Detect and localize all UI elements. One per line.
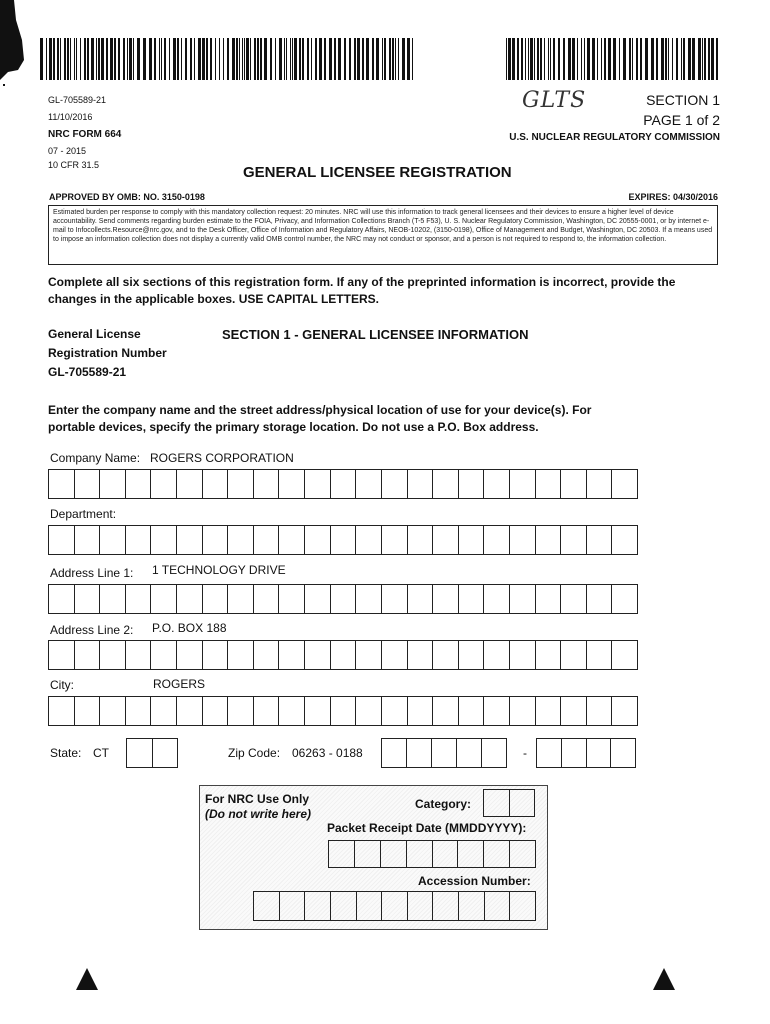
character-box[interactable] xyxy=(126,470,152,498)
character-box[interactable] xyxy=(587,641,613,669)
address-line-2-label: Address Line 2: xyxy=(50,623,134,637)
form-name: NRC FORM 664 xyxy=(48,129,122,140)
character-box[interactable] xyxy=(382,470,408,498)
character-box[interactable] xyxy=(407,739,432,767)
address-instructions-line-2: portable devices, specify the primary storage location. Do not use a P.O. Box address. xyxy=(48,420,539,434)
character-box[interactable] xyxy=(228,470,254,498)
character-box[interactable] xyxy=(407,841,433,867)
character-box[interactable] xyxy=(356,697,382,725)
zip-code-input[interactable] xyxy=(381,738,507,768)
character-box[interactable] xyxy=(561,585,587,613)
character-box[interactable] xyxy=(382,697,408,725)
character-box[interactable] xyxy=(151,470,177,498)
character-box[interactable] xyxy=(356,526,382,554)
character-box[interactable] xyxy=(382,739,407,767)
packet-receipt-date-input[interactable] xyxy=(328,840,536,868)
character-box[interactable] xyxy=(228,526,254,554)
city-label: City: xyxy=(50,678,74,692)
character-box[interactable] xyxy=(254,697,280,725)
company-name-value: ROGERS CORPORATION xyxy=(150,451,294,465)
burden-disclaimer: Estimated burden per response to comply with this mandatory collection request: 20 minutes. NRC will use this information to track general licensees and their devices to ensure a higher level of device accountability. Send comments regarding burden estimate to the FOIA, Privacy, and Information Collections Branch (T-5 F53), U. S. Nuclear Regulatory Commission, Washington, DC 20555-0001, or by internet e-mail to Infocollects.Resource@nrc.gov, and to the Desk Officer, Office of Information and Regulatory Affairs, NEOB-10202, (3150-0198), Office of Management and Budget, Washington, DC 20503. If a means used to impose an information collection does not display a currently valid OMB control number, the NRC may not conduct or sponsor, and a person is not required to respond to, the information collection. xyxy=(48,205,718,265)
character-box[interactable] xyxy=(457,739,482,767)
character-box[interactable] xyxy=(203,697,229,725)
barcode-right xyxy=(506,38,718,80)
character-box[interactable] xyxy=(536,470,562,498)
omb-approval: APPROVED BY OMB: NO. 3150-0198 xyxy=(49,192,205,202)
character-box[interactable] xyxy=(75,526,101,554)
character-box[interactable] xyxy=(433,697,459,725)
character-box[interactable] xyxy=(510,892,535,920)
character-box[interactable] xyxy=(408,892,434,920)
character-box[interactable] xyxy=(510,697,536,725)
section-indicator: SECTION 1 xyxy=(646,92,720,108)
character-box[interactable] xyxy=(151,585,177,613)
city-value: ROGERS xyxy=(153,677,206,691)
state-input[interactable] xyxy=(126,738,178,768)
character-box[interactable] xyxy=(305,470,331,498)
category-label: Category: xyxy=(415,797,472,811)
character-box[interactable] xyxy=(151,697,177,725)
character-box[interactable] xyxy=(433,526,459,554)
character-box[interactable] xyxy=(433,470,459,498)
character-box[interactable] xyxy=(49,526,75,554)
character-box[interactable] xyxy=(536,641,562,669)
character-box[interactable] xyxy=(482,739,506,767)
character-box[interactable] xyxy=(612,641,637,669)
character-box[interactable] xyxy=(408,641,434,669)
character-box[interactable] xyxy=(49,697,75,725)
character-box[interactable] xyxy=(484,526,510,554)
character-box[interactable] xyxy=(587,585,613,613)
accession-number-label: Accession Number: xyxy=(418,874,531,888)
character-box[interactable] xyxy=(484,697,510,725)
character-box[interactable] xyxy=(484,641,510,669)
page-indicator: PAGE 1 of 2 xyxy=(643,112,720,128)
character-box[interactable] xyxy=(510,641,536,669)
character-box[interactable] xyxy=(100,585,126,613)
character-box[interactable] xyxy=(485,892,511,920)
character-box[interactable] xyxy=(49,585,75,613)
character-box[interactable] xyxy=(536,697,562,725)
cfr-reference: 10 CFR 31.5 xyxy=(48,160,100,170)
handwritten-note: GLTS xyxy=(522,88,587,113)
character-box[interactable] xyxy=(228,641,254,669)
character-box[interactable] xyxy=(459,641,485,669)
character-box[interactable] xyxy=(279,697,305,725)
character-box[interactable] xyxy=(203,641,229,669)
character-box[interactable] xyxy=(382,585,408,613)
character-box[interactable] xyxy=(537,739,562,767)
character-box[interactable] xyxy=(75,585,101,613)
character-box[interactable] xyxy=(100,697,126,725)
character-box[interactable] xyxy=(100,641,126,669)
zip-separator: - xyxy=(523,746,527,760)
character-box[interactable] xyxy=(612,697,637,725)
character-box[interactable] xyxy=(75,470,101,498)
character-box[interactable] xyxy=(561,470,587,498)
character-box[interactable] xyxy=(305,526,331,554)
character-box[interactable] xyxy=(126,585,152,613)
department-input[interactable] xyxy=(48,525,638,555)
character-box[interactable] xyxy=(356,470,382,498)
company-name-input[interactable] xyxy=(48,469,638,499)
state-label: State: xyxy=(50,746,82,760)
character-box[interactable] xyxy=(433,892,459,920)
character-box[interactable] xyxy=(432,739,457,767)
character-box[interactable] xyxy=(203,470,229,498)
character-box[interactable] xyxy=(280,892,306,920)
character-box[interactable] xyxy=(612,470,637,498)
character-box[interactable] xyxy=(279,470,305,498)
address-line-1-input[interactable] xyxy=(48,584,638,614)
character-box[interactable] xyxy=(484,790,510,816)
city-input[interactable] xyxy=(48,696,638,726)
character-box[interactable] xyxy=(305,585,331,613)
character-box[interactable] xyxy=(382,641,408,669)
character-box[interactable] xyxy=(177,585,203,613)
character-box[interactable] xyxy=(510,841,535,867)
character-box[interactable] xyxy=(126,697,152,725)
character-box[interactable] xyxy=(279,585,305,613)
character-box[interactable] xyxy=(151,641,177,669)
character-box[interactable] xyxy=(382,892,408,920)
character-box[interactable] xyxy=(228,697,254,725)
character-box[interactable] xyxy=(408,585,434,613)
character-box[interactable] xyxy=(484,585,510,613)
character-box[interactable] xyxy=(126,526,152,554)
character-box[interactable] xyxy=(331,697,357,725)
character-box[interactable] xyxy=(357,892,383,920)
character-box[interactable] xyxy=(561,697,587,725)
character-box[interactable] xyxy=(408,526,434,554)
character-box[interactable] xyxy=(254,526,280,554)
character-box[interactable] xyxy=(75,641,101,669)
character-box[interactable] xyxy=(331,892,357,920)
character-box[interactable] xyxy=(356,585,382,613)
character-box[interactable] xyxy=(459,470,485,498)
character-box[interactable] xyxy=(458,841,484,867)
character-box[interactable] xyxy=(459,892,485,920)
character-box[interactable] xyxy=(433,641,459,669)
character-box[interactable] xyxy=(459,526,485,554)
scan-artifact xyxy=(0,0,40,90)
character-box[interactable] xyxy=(151,526,177,554)
character-box[interactable] xyxy=(49,641,75,669)
character-box[interactable] xyxy=(305,641,331,669)
character-box[interactable] xyxy=(203,526,229,554)
character-box[interactable] xyxy=(612,585,637,613)
character-box[interactable] xyxy=(279,526,305,554)
character-box[interactable] xyxy=(536,526,562,554)
character-box[interactable] xyxy=(408,470,434,498)
character-box[interactable] xyxy=(177,641,203,669)
character-box[interactable] xyxy=(203,585,229,613)
character-box[interactable] xyxy=(484,470,510,498)
company-name-label: Company Name: xyxy=(50,451,141,465)
address-line-2-value: P.O. BOX 188 xyxy=(152,621,227,635)
zip-code-label: Zip Code: xyxy=(228,746,281,760)
character-box[interactable] xyxy=(75,697,101,725)
registration-number-value: GL-705589-21 xyxy=(48,365,127,379)
expiration-date: EXPIRES: 04/30/2016 xyxy=(628,192,718,202)
character-box[interactable] xyxy=(611,739,635,767)
character-box[interactable] xyxy=(561,526,587,554)
nrc-use-only-subtitle: (Do not write here) xyxy=(205,807,312,821)
character-box[interactable] xyxy=(433,585,459,613)
category-input[interactable] xyxy=(483,789,535,817)
character-box[interactable] xyxy=(510,526,536,554)
character-box[interactable] xyxy=(177,526,203,554)
character-box[interactable] xyxy=(305,697,331,725)
character-box[interactable] xyxy=(510,585,536,613)
address-line-2-input[interactable] xyxy=(48,640,638,670)
character-box[interactable] xyxy=(562,739,587,767)
character-box[interactable] xyxy=(510,470,536,498)
character-box[interactable] xyxy=(331,470,357,498)
character-box[interactable] xyxy=(612,526,637,554)
address-line-1-value: 1 TECHNOLOGY DRIVE xyxy=(152,563,286,577)
character-box[interactable] xyxy=(153,739,178,767)
character-box[interactable] xyxy=(127,739,153,767)
zip-code-value: 06263 - 0188 xyxy=(292,746,363,760)
page-title: GENERAL LICENSEE REGISTRATION xyxy=(243,164,512,181)
address-line-1-label: Address Line 1: xyxy=(50,566,134,580)
character-box[interactable] xyxy=(355,841,381,867)
character-box[interactable] xyxy=(459,697,485,725)
character-box[interactable] xyxy=(228,585,254,613)
character-box[interactable] xyxy=(587,697,613,725)
barcode-left xyxy=(40,38,415,80)
character-box[interactable] xyxy=(356,641,382,669)
instructions-line-2: changes in the applicable boxes. USE CAPITAL LETTERS. xyxy=(48,292,379,306)
character-box[interactable] xyxy=(126,641,152,669)
character-box[interactable] xyxy=(254,641,280,669)
character-box[interactable] xyxy=(587,526,613,554)
character-box[interactable] xyxy=(331,585,357,613)
section-title: SECTION 1 - GENERAL LICENSEE INFORMATION xyxy=(222,327,529,342)
character-box[interactable] xyxy=(177,470,203,498)
character-box[interactable] xyxy=(305,892,331,920)
character-box[interactable] xyxy=(459,585,485,613)
character-box[interactable] xyxy=(536,585,562,613)
character-box[interactable] xyxy=(408,697,434,725)
character-box[interactable] xyxy=(484,841,510,867)
general-license-label: General License xyxy=(48,327,141,341)
character-box[interactable] xyxy=(100,526,126,554)
accession-number-input[interactable] xyxy=(253,891,536,921)
character-box[interactable] xyxy=(49,470,75,498)
character-box[interactable] xyxy=(279,641,305,669)
state-value: CT xyxy=(93,746,109,760)
character-box[interactable] xyxy=(382,526,408,554)
character-box[interactable] xyxy=(381,841,407,867)
character-box[interactable] xyxy=(433,841,459,867)
form-date: 11/10/2016 xyxy=(48,112,93,122)
address-instructions-line-1: Enter the company name and the street address/physical location of use for your device(s). For xyxy=(48,403,592,417)
alignment-mark-right xyxy=(653,968,675,990)
character-box[interactable] xyxy=(177,697,203,725)
character-box[interactable] xyxy=(254,585,280,613)
gl-number-header: GL-705589-21 xyxy=(48,95,107,105)
registration-number-label: Registration Number xyxy=(48,346,167,360)
character-box[interactable] xyxy=(100,470,126,498)
character-box[interactable] xyxy=(329,841,355,867)
nrc-use-only-title: For NRC Use Only xyxy=(205,792,310,806)
zip-extension-input[interactable] xyxy=(536,738,636,768)
character-box[interactable] xyxy=(510,790,535,816)
instructions-line-1: Complete all six sections of this registration form. If any of the preprinted information is incorrect, provide the xyxy=(48,275,676,289)
character-box[interactable] xyxy=(331,641,357,669)
character-box[interactable] xyxy=(254,892,280,920)
agency-name: U.S. NUCLEAR REGULATORY COMMISSION xyxy=(509,132,720,143)
alignment-mark-left xyxy=(76,968,98,990)
character-box[interactable] xyxy=(587,739,612,767)
packet-receipt-date-label: Packet Receipt Date (MMDDYYYY): xyxy=(327,821,527,835)
department-label: Department: xyxy=(50,507,117,521)
character-box[interactable] xyxy=(331,526,357,554)
character-box[interactable] xyxy=(561,641,587,669)
form-revision: 07 - 2015 xyxy=(48,146,87,156)
character-box[interactable] xyxy=(254,470,280,498)
character-box[interactable] xyxy=(587,470,613,498)
